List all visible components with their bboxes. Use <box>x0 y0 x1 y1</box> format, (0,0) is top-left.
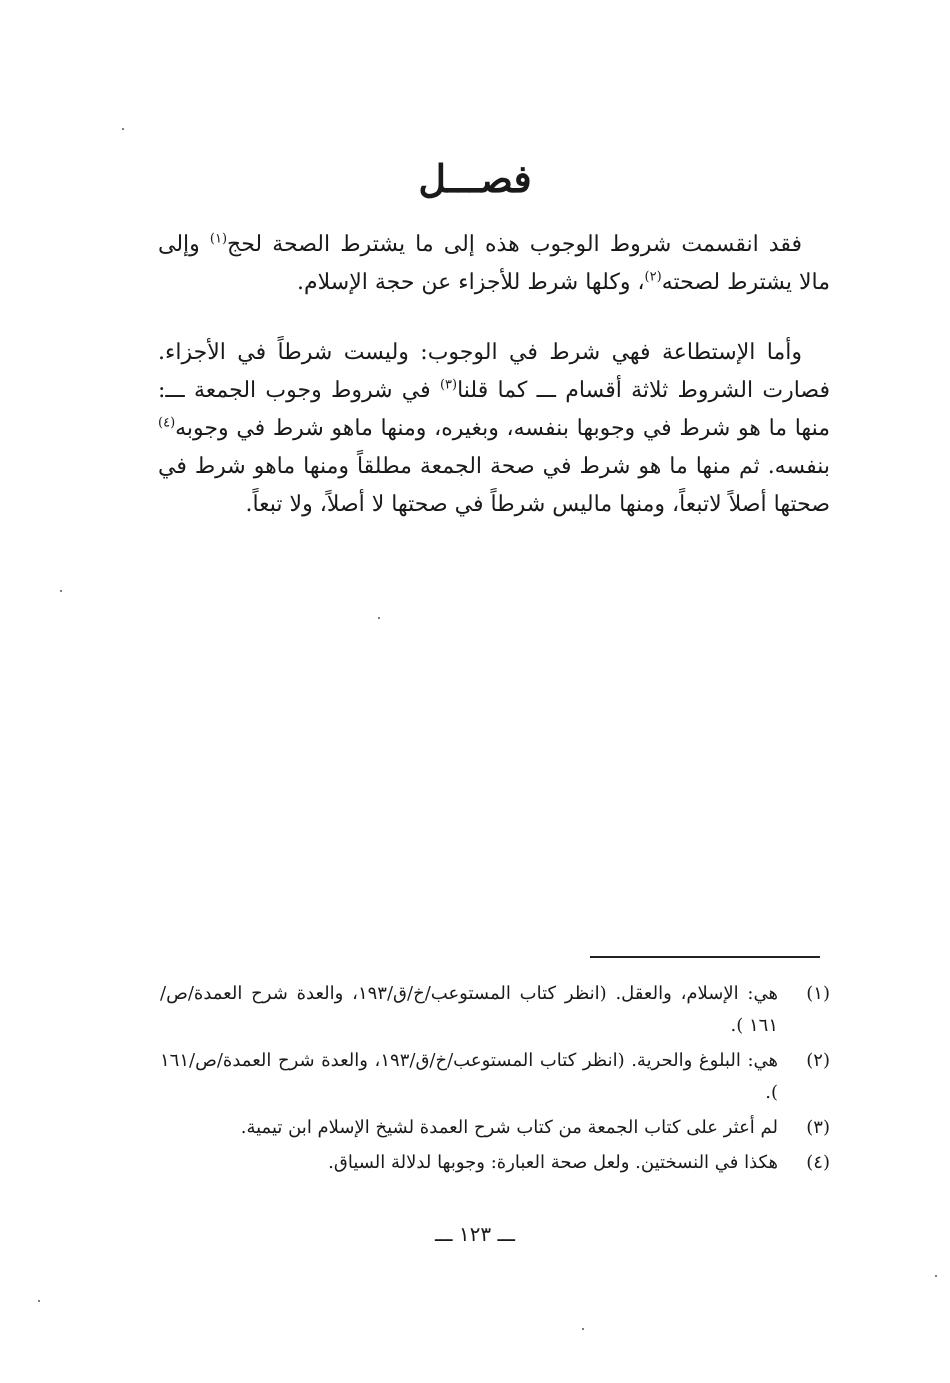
paragraph-1-text <box>158 226 830 302</box>
scan-speck <box>582 1328 584 1330</box>
paragraph-2 <box>158 334 830 524</box>
footnote-item <box>160 1112 830 1144</box>
page-number: ـــ ١٢٣ ـــ <box>434 1222 516 1246</box>
footnote-item <box>160 978 830 1042</box>
footnote-number: (٢) <box>806 1050 830 1071</box>
footnote-item <box>160 1147 830 1179</box>
section-title: فصـــل <box>418 156 532 201</box>
scan-speck <box>122 128 124 130</box>
footnote-text: لم أعثر على كتاب الجمعة من كتاب شرح العمدة لشيخ الإسلام ابن تيمية. <box>240 1117 778 1138</box>
footnote-number: (٤) <box>806 1152 830 1173</box>
footnote-text: هي: الإسلام، والعقل. (انظر كتاب المستوعب/خ/ق/١٩٣، والعدة شرح العمدة/ص/١٦١ ). <box>160 983 778 1036</box>
paragraph-2-segment: وأما الإستطاعة فهي شرط في الوجوب: وليست شرطاً في الأجزاء. فصارت الشروط ثلاثة أقسام ـــ كما قلنا <box>158 340 830 403</box>
scan-speck <box>935 1275 937 1277</box>
footnote-item <box>160 1045 830 1109</box>
footnote-text: هي: البلوغ والحرية. (انظر كتاب المستوعب/خ/ق/١٩٣، والعدة شرح العمدة/ص/١٦١ ). <box>160 1050 778 1103</box>
footnote-ref-3: (٣) <box>439 377 458 393</box>
scan-speck <box>60 590 62 592</box>
footnote-ref-4: (٤) <box>158 415 176 431</box>
paragraph-2-text <box>158 334 830 524</box>
paragraph-2-segment: في شروط وجوب الجمعة ـــ: منها ما هو شرط في وجوبها بنفسه، وبغيره، ومنها ماهو شرط في وجوبه <box>158 378 830 441</box>
paragraph-2-segment: بنفسه. ثم منها ما هو شرط في صحة الجمعة مطلقاً ومنها ماهو شرط في صحتها أصلاً لاتبعاً، ومنها ماليس شرطاً في صحتها لا أصلاً، ولا تبعاً. <box>158 454 830 517</box>
footnotes-list <box>160 978 830 1182</box>
paragraph-1-segment: ، وكلها شرط للأجزاء عن حجة الإسلام. <box>297 270 645 295</box>
footnote-divider <box>590 956 820 958</box>
footnote-text: هكذا في النسختين. ولعل صحة العبارة: وجوبها لدلالة السياق. <box>328 1152 778 1173</box>
paragraph-1-segment: فقد انقسمت شروط الوجوب هذه إلى ما يشترط الصحة لحج <box>227 232 802 257</box>
scan-speck <box>38 1300 40 1302</box>
footnote-ref-1: (١) <box>209 231 228 247</box>
footnote-number: (٣) <box>806 1117 830 1138</box>
paragraph-1 <box>158 226 830 302</box>
footnote-ref-2: (٢) <box>644 269 662 285</box>
section-heading-wrap <box>0 156 950 201</box>
footnote-number: (١) <box>806 983 830 1004</box>
scan-speck <box>378 617 380 619</box>
paragraph-1-segment: وإلى مالا يشترط لصحته <box>158 232 830 295</box>
